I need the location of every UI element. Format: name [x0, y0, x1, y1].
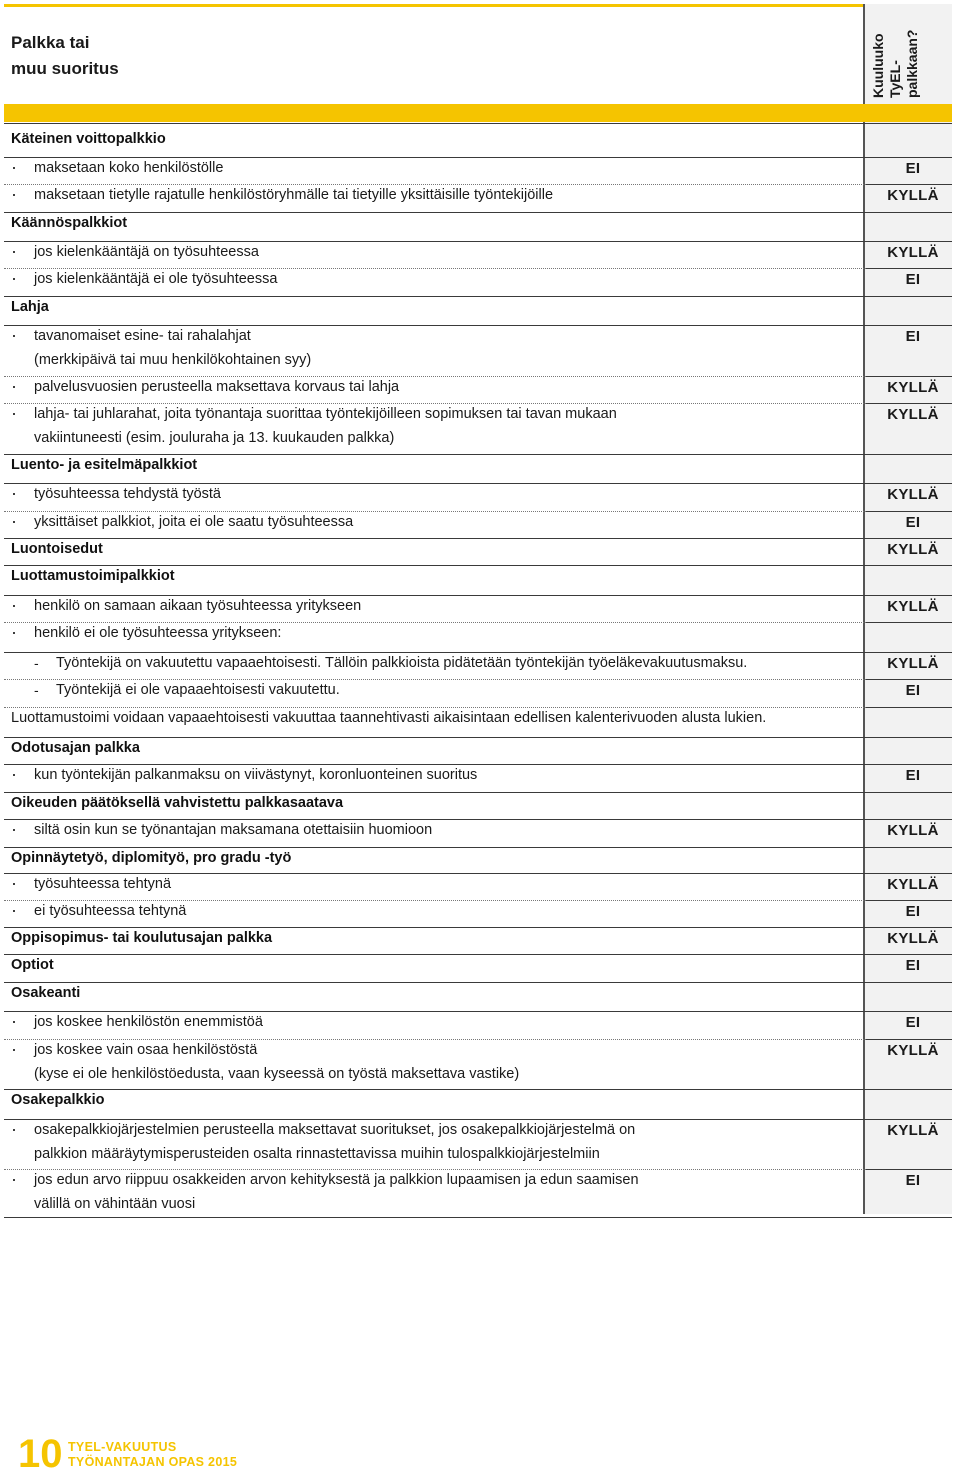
tyel-answer: EI — [905, 1172, 921, 1189]
section-heading-row — [4, 927, 952, 954]
table-row — [4, 819, 952, 847]
tyel-answer: EI — [905, 957, 921, 974]
row-text-line: Käteinen voittopalkkio — [11, 131, 166, 147]
table-row — [4, 184, 952, 212]
row-text-line: (kyse ei ole henkilöstöedusta, vaan kyseessä on työstä maksettava vastike) — [34, 1065, 520, 1082]
row-text-line: maksetaan koko henkilöstölle — [34, 160, 224, 176]
table-row — [4, 1039, 952, 1089]
bullet-icon: · — [11, 622, 17, 642]
table-row — [4, 900, 952, 927]
section-heading-row — [4, 128, 952, 157]
table-row — [4, 652, 952, 679]
bullet-icon: · — [11, 403, 17, 423]
bullet-icon: · — [11, 184, 17, 204]
tyel-answer: KYLLÄ — [887, 876, 939, 893]
row-text-line: Oppisopimus- tai koulutusajan palkka — [11, 930, 273, 946]
row-text-line: lahja- tai juhlarahat, joita työnantaja suorittaa työntekijöilleen sopimuksen tai tavan mukaan — [34, 406, 617, 422]
table-row — [4, 483, 952, 511]
column-header — [870, 8, 946, 98]
tyel-answer: EI — [905, 903, 921, 920]
section-heading-row — [4, 954, 952, 982]
tyel-answer: KYLLÄ — [887, 244, 939, 261]
top-rule — [4, 4, 952, 7]
row-separator — [4, 123, 952, 124]
bullet-icon: · — [11, 595, 17, 615]
header-band — [4, 104, 952, 122]
bullet-icon: · — [11, 376, 17, 396]
table-row — [4, 157, 952, 184]
table-row — [4, 268, 952, 296]
row-text — [11, 403, 884, 450]
section-heading-row — [4, 737, 952, 764]
tyel-answer: KYLLÄ — [887, 486, 939, 503]
row-text — [11, 128, 861, 152]
table-row — [4, 241, 952, 268]
row-text — [11, 927, 861, 951]
bullet-icon: · — [11, 1039, 17, 1059]
row-text — [11, 376, 884, 400]
row-text — [11, 511, 884, 535]
row-text — [11, 212, 861, 236]
row-separator — [4, 1217, 952, 1218]
row-text — [11, 792, 861, 816]
tyel-answer: EI — [905, 682, 921, 699]
row-text-line: maksetaan tietylle rajatulle henkilöstöryhmälle tai tietyille yksittäisille työntekijöille — [34, 187, 554, 203]
footer-line-2: TYÖNANTAJAN OPAS 2015 — [68, 1455, 238, 1469]
tyel-answer: KYLLÄ — [887, 187, 939, 204]
bullet-icon: · — [11, 1169, 17, 1189]
row-text — [11, 764, 884, 788]
row-text-line: jos koskee henkilöstön enemmistöä — [34, 1014, 263, 1030]
row-text-line: Käännöspalkkiot — [11, 215, 128, 231]
page-number: 10 — [18, 1432, 63, 1476]
row-text-line: Odotusajan palkka — [11, 740, 140, 756]
table-row — [4, 707, 952, 737]
section-heading-row — [4, 982, 952, 1011]
row-text-line: Luento- ja esitelmäpalkkiot — [11, 457, 198, 473]
row-text-line: tavanomaiset esine- tai rahalahjat — [34, 328, 251, 344]
row-text-line: välillä on vähintään vuosi — [34, 1195, 196, 1212]
bullet-icon: · — [11, 819, 17, 839]
row-text — [11, 157, 884, 181]
row-text-line: työsuhteessa tehdystä työstä — [34, 486, 221, 502]
section-heading-row — [4, 792, 952, 819]
row-text — [11, 652, 906, 676]
section-heading-row — [4, 538, 952, 565]
bullet-icon: · — [11, 764, 17, 784]
row-text — [11, 241, 884, 265]
table-row — [4, 873, 952, 900]
row-text-line: osakepalkkiojärjestelmien perusteella maksettavat suoritukset, jos osakepalkkiojärjestelmä on — [34, 1122, 636, 1138]
tyel-answer: EI — [905, 514, 921, 531]
row-text — [11, 1089, 861, 1113]
row-text-line: jos koskee vain osaa henkilöstöstä — [34, 1042, 258, 1058]
table-row — [4, 1169, 952, 1217]
table-row — [4, 679, 952, 707]
row-text-line: henkilö on samaan aikaan työsuhteessa yritykseen — [34, 598, 362, 614]
row-text — [11, 268, 884, 292]
table-row — [4, 376, 952, 403]
row-text-line: Osakepalkkio — [11, 1092, 105, 1108]
bullet-icon: · — [11, 483, 17, 503]
bullet-icon: · — [11, 511, 17, 531]
tyel-answer: KYLLÄ — [887, 379, 939, 396]
bullet-icon: · — [11, 268, 17, 288]
column-header-line-1: Kuuluuko — [870, 33, 886, 98]
row-text — [11, 184, 884, 208]
row-text-line: palvelusvuosien perusteella maksettava korvaus tai lahja — [34, 379, 400, 395]
section-heading-row — [4, 212, 952, 241]
row-text — [11, 454, 861, 478]
row-text-line: henkilö ei ole työsuhteessa yritykseen: — [34, 625, 282, 641]
row-text-line: Lahja — [11, 299, 49, 315]
row-text-line: Opinnäytetyö, diplomityö, pro gradu -työ — [11, 850, 292, 866]
footer-label — [68, 1440, 237, 1470]
row-text-line: Osakeanti — [11, 985, 81, 1001]
bullet-icon: · — [11, 1119, 17, 1139]
bullet-icon: · — [11, 325, 17, 345]
bullet-icon: · — [11, 157, 17, 177]
tyel-answer: KYLLÄ — [887, 930, 939, 947]
section-heading-row — [4, 565, 952, 595]
row-text — [11, 873, 884, 897]
row-text-line: ei työsuhteessa tehtynä — [34, 903, 187, 919]
row-text — [11, 847, 861, 871]
row-text — [11, 819, 884, 843]
row-text — [11, 325, 884, 372]
tyel-answer: EI — [905, 160, 921, 177]
tyel-answer: KYLLÄ — [887, 1122, 939, 1139]
column-header-line-2: TyEL- — [887, 60, 903, 98]
row-text-line: vakiintuneesti (esim. jouluraha ja 13. kuukauden palkka) — [34, 429, 395, 446]
row-text — [11, 483, 884, 507]
column-header-line-3: palkkaan? — [904, 29, 920, 98]
row-text-line: jos kielenkääntäjä on työsuhteessa — [34, 244, 259, 260]
row-text-line: Luottamustoimi voidaan vapaaehtoisesti vakuuttaa taannehtivasti aikaisintaan edellisen kalenterivuoden alusta lukien. — [11, 710, 767, 726]
row-text — [11, 982, 861, 1006]
dash-icon: - — [34, 682, 39, 698]
row-text-line: palkkion määräytymisperusteiden osalta rinnastettavissa muihin tulospalkkiojärjestelmiin — [34, 1145, 600, 1162]
section-heading-row — [4, 454, 952, 483]
row-text — [11, 565, 861, 589]
section-heading-row — [4, 1089, 952, 1119]
row-text — [11, 1011, 884, 1035]
page-title — [11, 30, 119, 82]
row-text-line: Luontoisedut — [11, 541, 103, 557]
bullet-icon: · — [11, 900, 17, 920]
table-row — [4, 764, 952, 792]
row-text-line: Työntekijä on vakuutettu vapaaehtoisesti. Tällöin palkkioista pidätetään työntekijän työeläkevakuutusmaksu. — [56, 655, 748, 671]
table-row — [4, 1119, 952, 1169]
tyel-answer: KYLLÄ — [887, 655, 939, 672]
row-text — [11, 1169, 884, 1216]
table-row — [4, 325, 952, 376]
table-row — [4, 403, 952, 454]
tyel-answer: EI — [905, 1014, 921, 1031]
table-row — [4, 622, 952, 652]
row-text-line: Oikeuden päätöksellä vahvistettu palkkasaatava — [11, 795, 344, 811]
row-text-line: jos edun arvo riippuu osakkeiden arvon kehityksestä ja palkkion lupaamisen ja edun saamisen — [34, 1172, 639, 1188]
row-text — [11, 1039, 884, 1086]
tyel-answer: KYLLÄ — [887, 598, 939, 615]
tyel-answer: EI — [905, 767, 921, 784]
row-text — [11, 679, 906, 703]
table-row — [4, 511, 952, 538]
row-text-line: yksittäiset palkkiot, joita ei ole saatu työsuhteessa — [34, 514, 354, 530]
row-text-line: työsuhteessa tehtynä — [34, 876, 172, 892]
tyel-answer: EI — [905, 271, 921, 288]
bullet-icon: · — [11, 241, 17, 261]
row-text — [11, 296, 861, 320]
dash-icon: - — [34, 655, 39, 671]
table-row — [4, 595, 952, 622]
title-line-1: Palkka tai — [11, 33, 90, 52]
row-text — [11, 622, 884, 646]
row-text-line: siltä osin kun se työnantajan maksamana otettaisiin huomioon — [34, 822, 433, 838]
row-text — [11, 1119, 884, 1166]
tyel-answer: KYLLÄ — [887, 406, 939, 423]
row-text-line: Luottamustoimipalkkiot — [11, 568, 175, 584]
table-row — [4, 1011, 952, 1039]
row-text — [11, 900, 884, 924]
row-text — [11, 538, 861, 562]
row-text — [11, 595, 884, 619]
row-text-line: Työntekijä ei ole vapaaehtoisesti vakuutettu. — [56, 682, 340, 698]
title-line-2: muu suoritus — [11, 59, 119, 78]
bullet-icon: · — [11, 1011, 17, 1031]
footer-line-1: TYEL-VAKUUTUS — [68, 1440, 177, 1454]
row-text — [11, 707, 861, 731]
row-text-line: Optiot — [11, 957, 54, 973]
section-heading-row — [4, 296, 952, 325]
section-heading-row — [4, 847, 952, 873]
tyel-answer: KYLLÄ — [887, 1042, 939, 1059]
tyel-answer: EI — [905, 328, 921, 345]
row-text-line: kun työntekijän palkanmaksu on viivästynyt, koronluonteinen suoritus — [34, 767, 478, 783]
row-text — [11, 737, 861, 761]
bullet-icon: · — [11, 873, 17, 893]
row-text — [11, 954, 861, 978]
row-text-line: (merkkipäivä tai muu henkilökohtainen syy) — [34, 351, 312, 368]
row-text-line: jos kielenkääntäjä ei ole työsuhteessa — [34, 271, 278, 287]
tyel-answer: KYLLÄ — [887, 541, 939, 558]
tyel-answer: KYLLÄ — [887, 822, 939, 839]
